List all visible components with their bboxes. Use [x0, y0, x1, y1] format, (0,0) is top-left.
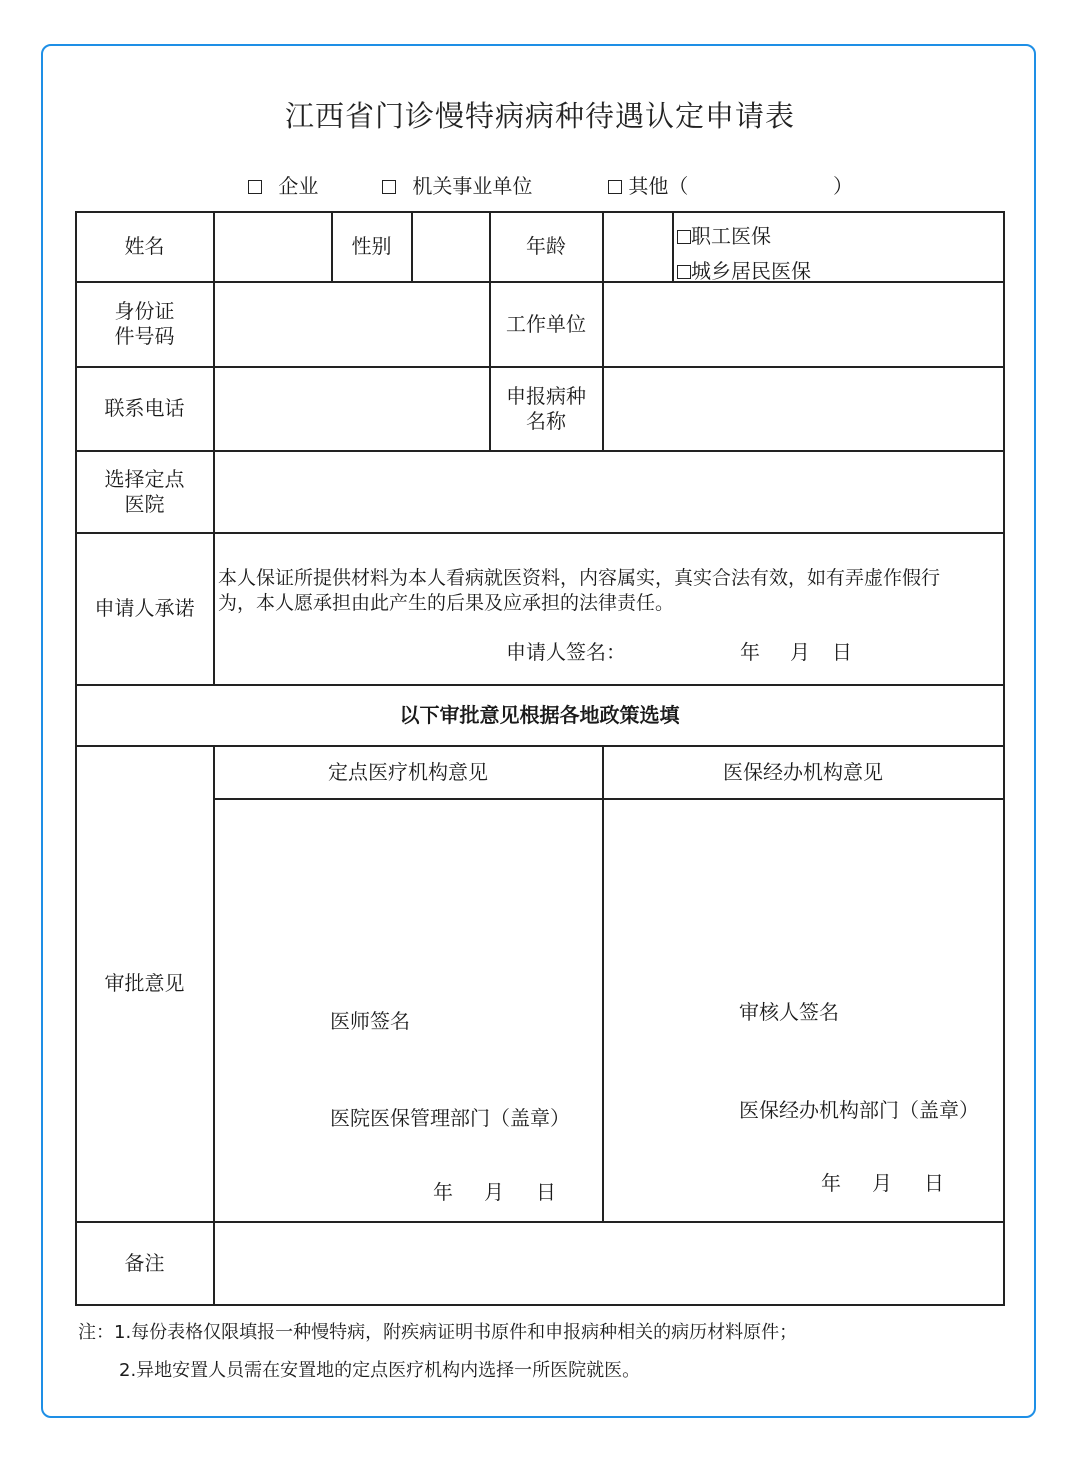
id-label-line2: 件号码	[114, 324, 175, 348]
insurance-option-resident[interactable]	[677, 255, 811, 284]
id-label-line1: 身份证	[114, 299, 175, 323]
note-line-2: 2.异地安置人员需在安置地的定点医疗机构内选择一所医院就医。	[119, 1360, 641, 1381]
hospital-choice-field[interactable]	[214, 451, 1003, 532]
col-divider	[672, 211, 674, 281]
hospital-opinion-day: 日	[536, 1180, 556, 1204]
employee-insurance-checkbox[interactable]	[677, 230, 691, 244]
disease-name-label	[490, 367, 602, 450]
work-unit-label: 工作单位	[506, 311, 586, 336]
phone-field[interactable]	[214, 367, 489, 450]
commitment-month: 月	[790, 640, 810, 664]
gender-label: 性别	[351, 234, 392, 258]
agency-opinion-header: 医保经办机构意见	[723, 759, 883, 784]
age-field[interactable]	[603, 212, 672, 281]
other-label: 其他（	[628, 174, 689, 198]
agency-opinion-month: 月	[872, 1171, 892, 1195]
institution-label: 机关事业单位	[412, 174, 533, 198]
other-checkbox[interactable]	[608, 180, 622, 194]
row-divider	[213, 798, 1005, 800]
resident-insurance-label: 城乡居民医保	[691, 259, 811, 283]
unit-type-enterprise[interactable]	[248, 170, 318, 199]
gender-field[interactable]	[412, 212, 489, 281]
work-unit-field[interactable]	[603, 282, 1003, 366]
applicant-signature-label: 申请人签名：	[506, 640, 626, 664]
hospital-label-line2: 医院	[124, 491, 165, 516]
hospital-label-line1: 选择定点	[104, 466, 185, 491]
age-label: 年龄	[526, 234, 566, 258]
insurance-option-employee[interactable]	[677, 220, 771, 249]
id-number-field[interactable]	[214, 282, 489, 366]
hospital-opinion-header: 定点医疗机构意见	[328, 759, 488, 784]
commitment-text-line2: 为，本人愿承担由此产生的后果及应承担的法律责任。	[218, 592, 675, 614]
enterprise-label: 企业	[278, 174, 319, 198]
name-field[interactable]	[214, 212, 331, 281]
hospital-opinion-month: 月	[484, 1180, 504, 1204]
col-divider	[602, 745, 604, 1221]
reviewer-signature-label: 审核人签名	[739, 1000, 839, 1024]
id-number-label	[76, 282, 213, 366]
enterprise-checkbox[interactable]	[248, 180, 262, 194]
name-label: 姓名	[124, 234, 165, 258]
hospital-choice-label	[76, 451, 213, 532]
remarks-field[interactable]	[214, 1222, 1003, 1304]
hospital-opinion-year: 年	[433, 1180, 453, 1204]
institution-checkbox[interactable]	[382, 180, 396, 194]
unit-type-institution[interactable]	[382, 170, 532, 199]
agency-opinion-year: 年	[821, 1171, 841, 1195]
doctor-signature-label: 医师签名	[330, 1009, 410, 1033]
approval-label: 审批意见	[104, 971, 185, 995]
approval-section-header: 以下审批意见根据各地政策选填	[399, 702, 680, 727]
hospital-dept-stamp-label: 医院医保管理部门（盖章）	[330, 1106, 570, 1130]
unit-type-other[interactable]	[608, 170, 688, 199]
disease-label-line2: 名称	[526, 408, 566, 433]
agency-opinion-day: 日	[924, 1171, 944, 1195]
commitment-year: 年	[740, 640, 760, 664]
disease-label-line1: 申报病种	[506, 383, 586, 408]
note-line-1: 注：1.每份表格仅限填报一种慢特病，附疾病证明书原件和申报病种相关的病历材料原件；	[78, 1322, 798, 1343]
commitment-label: 申请人承诺	[94, 596, 195, 620]
resident-insurance-checkbox[interactable]	[677, 265, 691, 279]
form-title: 江西省门诊慢特病病种待遇认定申请表	[284, 99, 795, 133]
employee-insurance-label: 职工医保	[691, 224, 771, 248]
agency-dept-stamp-label: 医保经办机构部门（盖章）	[739, 1098, 979, 1122]
phone-label: 联系电话	[104, 396, 185, 420]
table-border-right	[1003, 211, 1005, 1306]
applicant-signature-field[interactable]	[628, 634, 728, 660]
commitment-text-line1: 本人保证所提供材料为本人看病就医资料，内容属实，真实合法有效，如有弄虚作假行	[218, 567, 941, 589]
other-close-paren: ）	[833, 174, 853, 198]
remarks-label: 备注	[124, 1250, 165, 1275]
disease-name-field[interactable]	[603, 367, 1003, 450]
commitment-day: 日	[832, 640, 852, 664]
